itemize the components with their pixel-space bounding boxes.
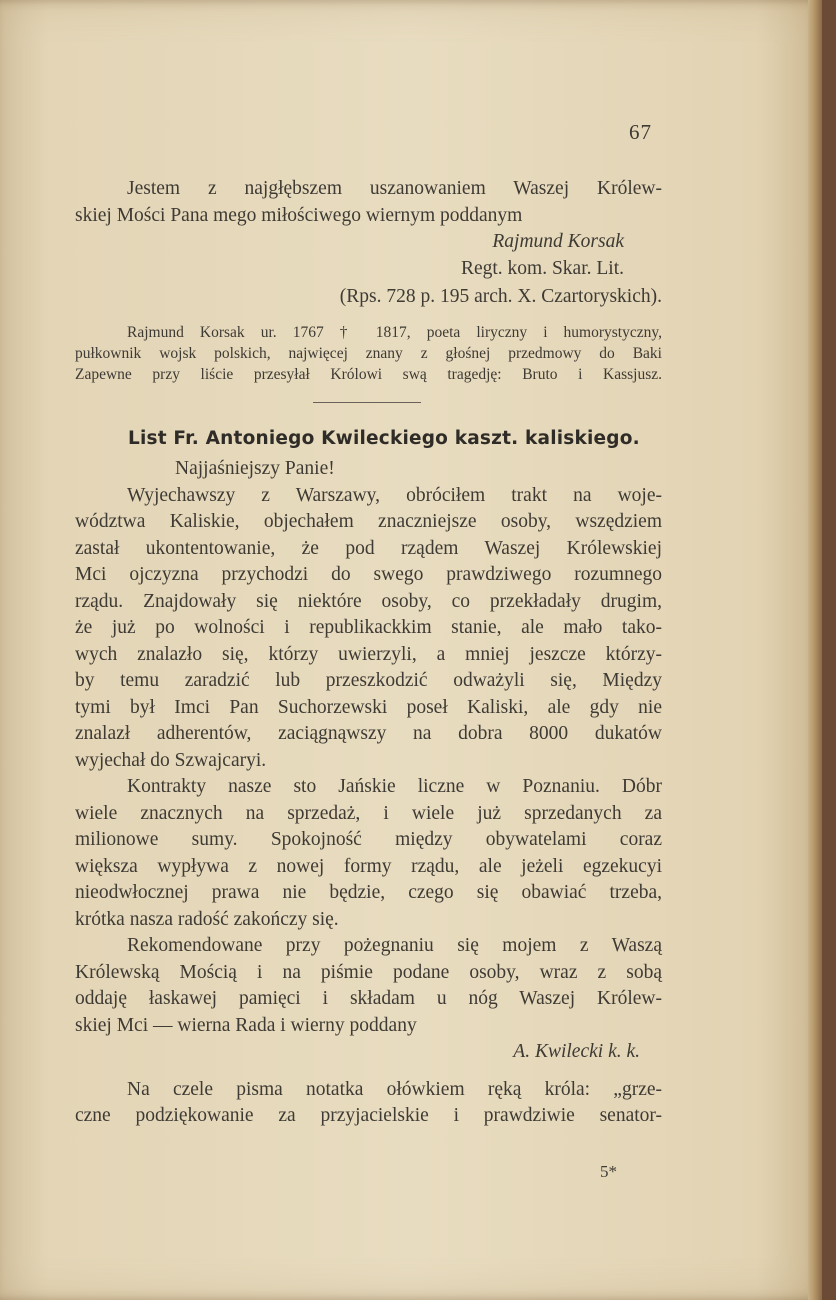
p2-line: milionowe sumy. Spokojność między obywatelami coraz [75,829,662,850]
p1-line: wyjechał do Szwajcaryi. [75,749,267,771]
p3-line: Królewską Mością i na piśmie podane osoby, wraz z sobą [75,961,662,983]
p1-line: rządu. Znajdowały się niektóre osoby, co przekładały drugim, [75,590,662,612]
p2-line: nieodwłocznej prawa nie będzie, czego się obawiać trzeba, [75,882,662,903]
p1-line: znalazł adherentów, zaciągnąwszy na dobra 8000 dukatów [75,723,662,744]
footnote-line-3: Zapewne przy liście przesyłał Królowi swą tragedję: Bruto i Kassjusz. [75,366,662,383]
p1-line: tymi był Imci Pan Suchorzewski poseł Kaliski, ale gdy nie [75,696,662,718]
p1-line: Wyjechawszy z Warszawy, obróciłem trakt na woje- [127,484,662,506]
footnote [75,322,662,385]
p1-line: by temu zaradzić lub przeszkodzić odważyli się, Między [75,670,662,691]
closing-line-1: Jestem z najgłębszem uszanowaniem Waszej Królew- [127,178,662,199]
p2-line: krótka nasza radość zakończy się. [75,908,339,930]
signature-korsak: Rajmund Korsak [492,231,624,252]
page-edge [808,0,822,1300]
p3-line: Rekomendowane przy pożegnaniu się mojem z Waszą [127,935,662,956]
p1-line: zastał ukontentowanie, że pod rządem Waszej Królewskiej [75,537,662,559]
note-line-1: Na czele pisma notatka ołówkiem ręką króla: „grze- [127,1078,662,1100]
closing-line-2: skiej Mości Pana mego miłościwego wiernym poddanym [75,204,523,226]
p1-line: że już po wolności i republikackkim stanie, ale mało tako- [75,617,662,638]
paragraph-3 [75,933,662,1039]
footnote-line-1: Rajmund Korsak ur. 1767 † 1817, poeta liryczny i humorystyczny, [127,324,662,341]
letter-heading: List Fr. Antoniego Kwileckiego kaszt. kaliskiego. [128,428,640,449]
source-reference: (Rps. 728 p. 195 arch. X. Czartoryskich). [339,286,662,307]
p1-line: wych znalazło się, którzy uwierzyli, a mniej jeszcze którzy- [75,643,662,665]
note-line-2: czne podziękowanie za przyjacielskie i prawdziwie senator- [75,1105,662,1126]
p2-line: wiele znacznych na sprzedaż, i wiele już sprzedanych za [75,802,662,824]
salutation: Najjaśniejszy Panie! [175,458,335,479]
p2-line: większa wypływa z nowej formy rządu, ale jeżeli egzekucyi [75,855,662,877]
paragraph-1 [75,483,662,775]
p3-line: oddaję łaskawej pamięci i składam u nóg Waszej Królew- [75,988,662,1009]
p1-line: wództwa Kaliskie, objechałem znaczniejsze osoby, wszędziem [75,511,662,532]
p1-line: Mci ojczyzna przychodzi do swego prawdziwego rozumnego [75,564,662,585]
p2-line: Kontrakty nasze sto Jańskie liczne w Poznaniu. Dóbr [127,776,662,797]
rank-line: Regt. kom. Skar. Lit. [460,257,624,279]
paragraph-2 [75,774,662,933]
page-number: 67 [629,120,652,144]
editor-note [75,1077,662,1130]
closing-block [75,176,662,311]
section-divider [313,402,421,403]
footnote-line-2: pułkownik wojsk polskich, najwięcej znany z głośnej przedmowy do Baki [75,345,662,362]
signature-kwilecki: A. Kwilecki k. k. [513,1041,640,1062]
letter-body [75,456,662,1130]
p3-line: skiej Mci — wierna Rada i wierny poddany [75,1014,417,1036]
signature-mark: 5* [600,1162,617,1181]
